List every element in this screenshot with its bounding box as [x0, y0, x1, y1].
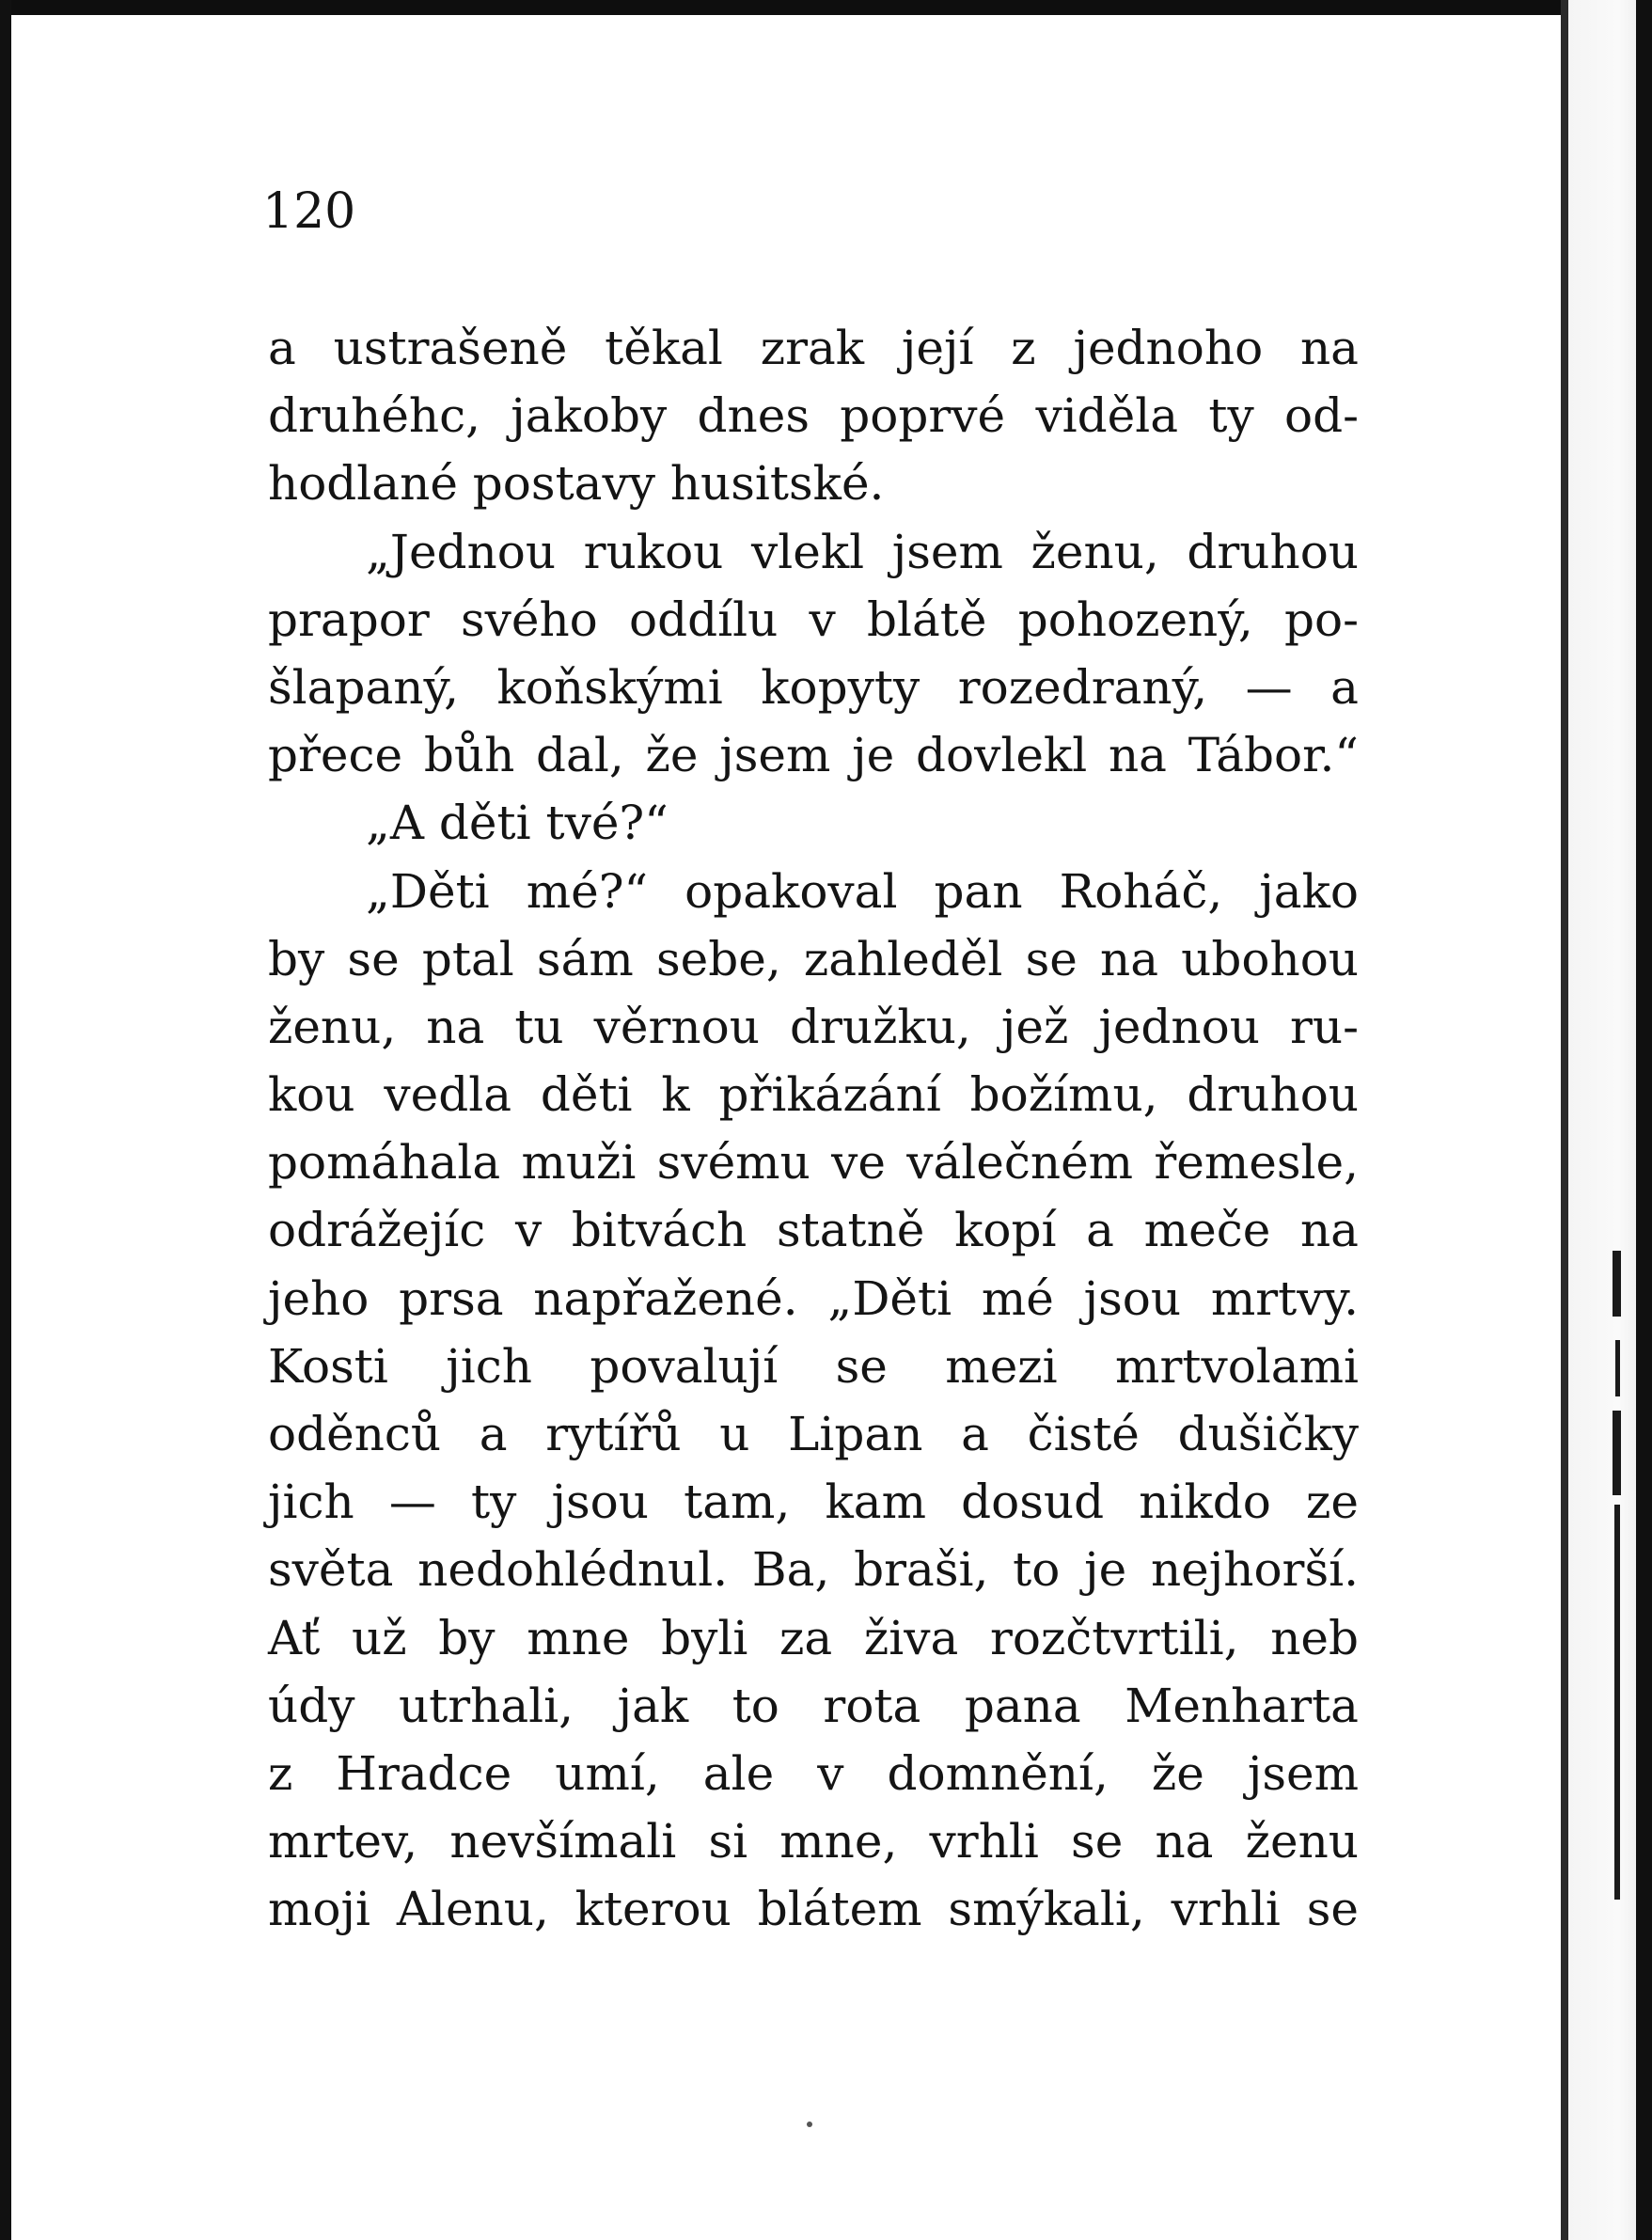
text-line: odrážejíc v bitvách statně kopí a meče na: [268, 1203, 1359, 1258]
text-line: oděnců a rytířů u Lipan a čisté dušičky: [268, 1407, 1359, 1461]
text-line: moji Alenu, kterou blátem smýkali, vrhli se: [268, 1882, 1359, 1937]
text-line: údy utrhali, jak to rota pana Menharta: [268, 1678, 1359, 1733]
text-line: ženu, na tu věrnou družku, jež jednou ru-: [268, 999, 1359, 1054]
text-line: Kosti jich povalují se mezi mrtvolami: [268, 1338, 1359, 1394]
text-line: Ať už by mne byli za živa rozčtvrtili, neb: [268, 1610, 1359, 1665]
text-line: šlapaný, koňskými kopyty rozedraný, — a: [268, 659, 1359, 715]
text-line: druhéhc, jakoby dnes poprvé viděla ty od-: [268, 388, 1359, 444]
scan-page-edge: [1561, 0, 1568, 2240]
text-line: kou vedla děti k přikázání božímu, druhou: [268, 1067, 1359, 1123]
text-line: prapor svého oddílu v blátě pohozený, po-: [268, 592, 1359, 647]
text-line: jich — ty jsou tam, kam dosud nikdo ze: [268, 1475, 1359, 1530]
text-line: „Děti mé?“ opakoval pan Roháč, jako: [366, 863, 1359, 919]
text-line: „Jednou rukou vlekl jsem ženu, druhou: [366, 524, 1359, 579]
scan-border-right: [1636, 0, 1652, 2240]
body-text: [268, 314, 1359, 1944]
binding-mark: [1613, 1411, 1621, 1495]
text-line: a ustrašeně těkal zrak její z jednoho na: [268, 321, 1359, 375]
text-line: přece bůh dal, že jsem je dovlekl na Tábor.“: [268, 728, 1359, 783]
scan-border-left: [0, 0, 11, 2240]
text-line: pomáhala muži svému ve válečném řemesle,: [268, 1135, 1359, 1191]
text-line: světa nedohlédnul. Ba, braši, to je nejhorší.: [268, 1542, 1359, 1598]
scan-speck: [807, 2122, 812, 2127]
text-line: mrtev, nevšímali si mne, vrhli se na ženu: [268, 1814, 1359, 1869]
text-line: z Hradce umí, ale v domnění, že jsem: [268, 1745, 1359, 1801]
binding-mark: [1615, 1340, 1620, 1396]
page-number: 120: [262, 183, 356, 240]
binding-mark: [1614, 1505, 1620, 1900]
binding-mark: [1613, 1251, 1621, 1317]
text-line: jeho prsa napřažené. „Děti mé jsou mrtvy.: [268, 1270, 1359, 1326]
text-line: „A děti tvé?“: [366, 796, 669, 851]
text-line: by se ptal sám sebe, zahleděl se na ubohou: [268, 931, 1359, 986]
text-line: hodlané postavy husitské.: [268, 456, 885, 512]
scan-border-top: [0, 0, 1652, 15]
